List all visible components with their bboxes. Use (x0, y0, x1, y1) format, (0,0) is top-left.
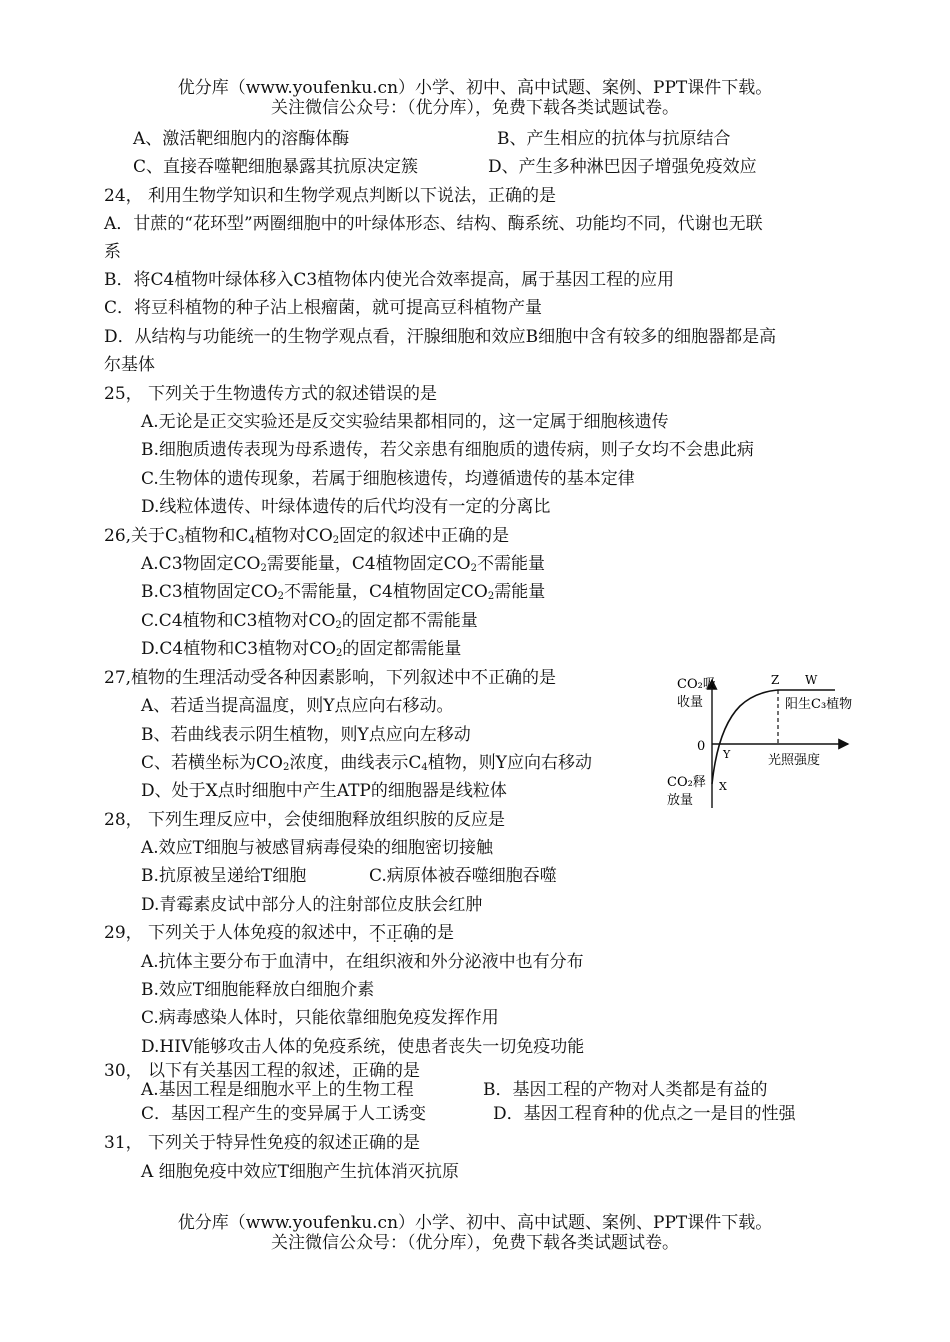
q23-option-d: D、产生多种淋巴因子增强免疫效应 (488, 157, 757, 177)
q27-option-b: B、若曲线表示阴生植物，则Y点应向左移动 (141, 725, 471, 745)
header-line-1: 优分库（www.youfenku.cn）小学、初中、高中试题、案例、PPT课件下载。 (177, 78, 773, 98)
q28-option-c: C.病原体被吞噬细胞吞噬 (369, 866, 557, 886)
q30-option-b: B．基因工程的产物对人类都是有益的 (483, 1080, 768, 1100)
q24-option-d-line1: D．从结构与功能统一的生物学观点看，汗腺细胞和效应B细胞中含有较多的细胞器都是高 (104, 327, 777, 347)
point-x-label: X (719, 780, 727, 793)
q24-option-a-line2: 系 (104, 242, 121, 262)
q26-option-a: A.C3物固定$CO_2$需要能量，C4植物固定$CO_2$不需能量 (141, 554, 545, 574)
q27-stem: 27,植物的生理活动受各种因素影响，下列叙述中不正确的是 (104, 668, 557, 688)
y-down-label-2: 放量 (667, 793, 694, 808)
q30-option-a: A.基因工程是细胞水平上的生物工程 (141, 1080, 414, 1100)
q30-option-c: C．基因工程产生的变异属于人工诱变 (141, 1104, 427, 1124)
q24-stem: 24， 利用生物学知识和生物学观点判断以下说法，正确的是 (104, 186, 557, 206)
curve-label: 阳生C₃植物 (785, 697, 853, 712)
q25-option-c: C.生物体的遗传现象，若属于细胞核遗传，均遵循遗传的基本定律 (141, 469, 635, 489)
q24-option-c: C．将豆科植物的种子沾上根瘤菌，就可提高豆科植物产量 (104, 298, 543, 318)
q23-option-a: A、激活靶细胞内的溶酶体酶 (133, 129, 350, 149)
q29-option-d: D.HIV能够攻击人体的免疫系统，使患者丧失一切免疫功能 (141, 1037, 585, 1057)
q25-option-b: B.细胞质遗传表现为母系遗传，若父亲患有细胞质的遗传病，则子女均不会患此病 (141, 440, 754, 460)
q31-option-a: A 细胞免疫中效应T细胞产生抗体消灭抗原 (141, 1162, 460, 1182)
y-down-label-1: CO₂释 (667, 775, 706, 790)
footer-line-2: 关注微信公众号：（优分库），免费下载各类试题试卷。 (271, 1233, 679, 1253)
q28-option-b: B.抗原被呈递给T细胞 (141, 866, 307, 886)
q29-option-a: A.抗体主要分布于血清中，在组织液和外分泌液中也有分布 (141, 952, 584, 972)
q25-stem: 25， 下列关于生物遗传方式的叙述错误的是 (104, 384, 438, 404)
point-z-label: Z (771, 673, 780, 687)
q24-option-d-line2: 尔基体 (104, 355, 155, 375)
q28-stem: 28， 下列生理反应中，会使细胞释放组织胺的反应是 (104, 810, 506, 830)
q30-option-d: D．基因工程育种的优点之一是目的性强 (493, 1104, 796, 1124)
y-up-label-1: CO₂吸 (677, 677, 716, 692)
q26-stem: 26,关于$C_3$植物和$C_4$植物对$CO_2$固定的叙述中正确的是 (104, 526, 510, 546)
footer-line-1: 优分库（www.youfenku.cn）小学、初中、高中试题、案例、PPT课件下载。 (177, 1213, 773, 1233)
q23-option-c: C、直接吞噬靶细胞暴露其抗原决定簇 (133, 157, 419, 177)
q24-option-a-line1: A．甘蔗的“花环型”两圈细胞中的叶绿体形态、结构、酶系统、功能均不同，代谢也无联 (104, 214, 763, 234)
origin-label: 0 (697, 739, 706, 754)
x-axis-label: 光照强度 (768, 753, 821, 768)
q29-option-b: B.效应T细胞能释放白细胞介素 (141, 980, 375, 1000)
photosynthesis-graph (655, 668, 870, 820)
q27-option-d: D、处于X点时细胞中产生ATP的细胞器是线粒体 (141, 781, 507, 801)
q23-option-b: B、产生相应的抗体与抗原结合 (497, 129, 731, 149)
q31-stem: 31， 下列关于特异性免疫的叙述正确的是 (104, 1133, 421, 1153)
q26-option-d: D.C4植物和C3植物对$CO_2$的固定都需能量 (141, 639, 462, 659)
q30-stem: 30， 以下有关基因工程的叙述，正确的是 (104, 1061, 421, 1081)
q24-option-b: B．将C4植物叶绿体移入C3植物体内使光合效率提高，属于基因工程的应用 (104, 270, 675, 290)
q28-option-d: D.青霉素皮试中部分人的注射部位皮肤会红肿 (141, 895, 483, 915)
q25-option-d: D.线粒体遗传、叶绿体遗传的后代均没有一定的分离比 (141, 497, 551, 517)
point-w-label: W (805, 673, 818, 687)
point-y-label: Y (723, 748, 731, 761)
q26-option-c: C.C4植物和C3植物对$CO_2$的固定都不需能量 (141, 611, 478, 631)
q29-stem: 29， 下列关于人体免疫的叙述中，不正确的是 (104, 923, 455, 943)
q29-option-c: C.病毒感染人体时，只能依靠细胞免疫发挥作用 (141, 1008, 499, 1028)
q26-option-b: B.C3植物固定$CO_2$不需能量，C4植物固定$CO_2$需能量 (141, 582, 546, 602)
q27-option-c: C、若横坐标为$CO_2$浓度，曲线表示$C_4$植物，则Y应向右移动 (141, 753, 592, 773)
q28-option-a: A.效应T细胞与被感冒病毒侵染的细胞密切接触 (141, 838, 494, 858)
header-line-2: 关注微信公众号：（优分库），免费下载各类试题试卷。 (271, 98, 679, 118)
q25-option-a: A.无论是正交实验还是反交实验结果都相同的，这一定属于细胞核遗传 (141, 412, 669, 432)
y-up-label-2: 收量 (677, 695, 704, 710)
q27-option-a: A、若适当提高温度，则Y点应向右移动。 (141, 696, 454, 716)
